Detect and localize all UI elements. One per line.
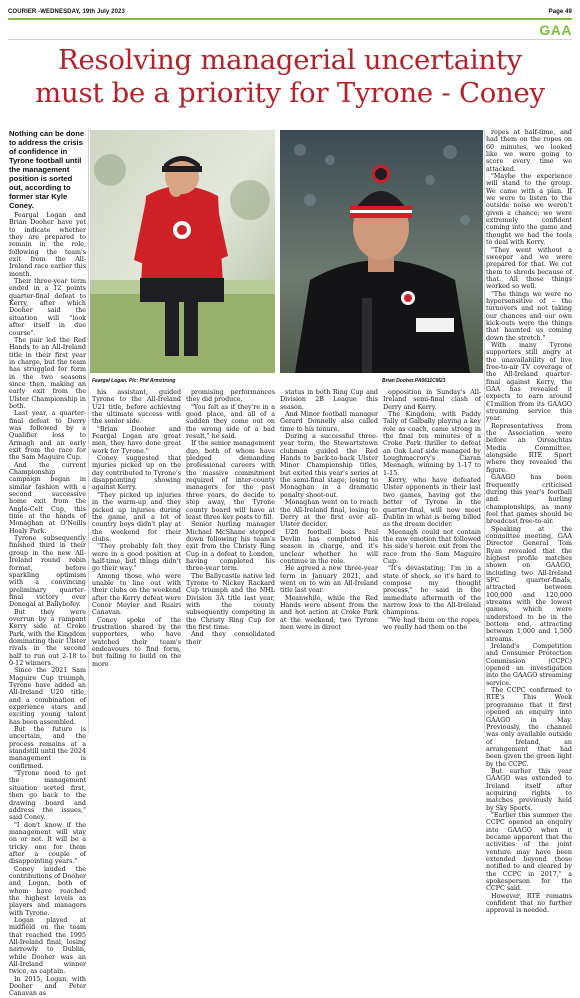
article-paragraph: "It's devastating; I'm in a state of shock, so it's hard to compose my thought process," he said in the immediate aftermath of the narrow loss to the All-Ireland champions. <box>383 565 481 617</box>
article-paragraph: U20 football boss Paul Devlin has completed his season in charge, and it's unclear whether he will continue in the role. <box>280 528 378 565</box>
article-paragraph: GAAGO has been frequently criticised during this year's football and hurling championships, as many feel that games should be broadcast free-to-air. <box>486 474 572 526</box>
caption-brian-dooher: Brian Dooher.PA0611CM23 <box>382 378 446 384</box>
article-paragraph: "They went without a sweeper and we were prepared for that. We cut them to shreds because of that. All those things worked so well. <box>486 246 572 291</box>
article-paragraph: status in both Ring Cup and Division 2B League this season. <box>280 389 378 411</box>
article-paragraph: During a successful three-year term, the Stewartstown clubman guided the Red Hands to back-to-back Ulster Minor Championship titles, but exited this year's series at the semi-final stage, losing to Monaghan in a dramatic penalty shoot-out. <box>280 433 378 499</box>
article-paragraph: "We had them on the ropes, we really had them on the <box>383 616 481 631</box>
article-paragraph: Since the 2021 Sam Maguire Cup triumph, Tyrone have added an All-Ireland U20 title, and a combination of experience stars and exciting young talent has been assembled. <box>9 667 86 726</box>
article-paragraph: Feargal Logan and Brian Dooher have yet to indicate whether they are prepared to remain in the role, following the team's exit from the All-Ireland race earlier this month. <box>9 212 86 278</box>
article-paragraph: Representatives from the Association were before an Oireachtas Media Committee, alongside RTÉ Sport where they revealed the figure. <box>486 422 572 474</box>
article-paragraph: But earlier this year GAAGO was extended to Ireland itself after acquiring rights to matches previously held by Sky Sports. <box>486 767 572 812</box>
article-paragraph: Their three-year term ended in a 12 points quarter-final defeat to Kerry, after which Dooher said the situation will "look after itself in due course". <box>9 278 86 337</box>
column-divider <box>484 129 485 733</box>
headline <box>10 44 570 110</box>
article-paragraph: "Brian Dooher and Feargal Logan are great men, they have done great work for Tyrone." <box>92 425 181 455</box>
article-column-3 <box>186 389 275 733</box>
article-paragraph: Senior hurling manager Michael McShane stepped down following his team's exit from the Christy Ring Cup in a defeat to London, having completed his three-year term. <box>186 521 275 573</box>
page-number: Page 49 <box>548 9 572 15</box>
article-paragraph: Kerry, who have defeated Ulster opponents in their last two games, having got the better of Tyrone in the quarter-final, will now meet Dublin in what is being billed as the dream decider. <box>383 477 481 529</box>
article-column-2 <box>92 389 181 733</box>
article-paragraph: In 2015, Logan, with Dooher and Peter Canavan as <box>9 975 86 998</box>
article-paragraph: opposition in Sunday's All-Ireland semi-final clash of Derry and Kerry. <box>383 389 481 411</box>
article-lead: Nothing can be done to address the crisis of confidence in Tyrone football until the management position is sorted out, according to former star Kyle Coney. <box>9 129 85 210</box>
photo-feargal-logan-image <box>90 130 275 373</box>
article-paragraph: Coney suggested that injuries picked up on the day contributed to Tyrone's disappointing showing against Kerry. <box>92 455 181 492</box>
article-paragraph: The pair led the Red Hands to an All-Ireland title in their first year in charge, but the team has struggled for form in the two seasons since then, making an early exit from the Ulster Championship in both. <box>9 336 86 410</box>
article-paragraph: his assistant, guided Tyrone to the All-Ireland U21 title, before achieving the ultimate success with the senior side. <box>92 389 181 426</box>
article-paragraph: Logan played at midfield on the team that reached the 1995 All-Ireland final, losing narrowly to Dublin, while Dooher was an All-Ireland winner twice, as captain. <box>9 917 86 976</box>
article-paragraph: With many Tyrone supporters still angry at the unavailability of live free-to-air TV coverage of the All-Ireland quarter-final against Kerry, the GAA has revealed it expects to earn around €1million from its GAAGO streaming service this year. <box>486 341 572 423</box>
article-column-1 <box>9 129 86 998</box>
article-paragraph: "Maybe the experience will stand to the group. We came with a plan. If we were to listen to the outside noise we weren't given a chance; we were extremely confident coming into the game and thought we had the tools to deal with Kerry. <box>486 173 572 247</box>
article-paragraph: However, RTÉ remains confident that no further approval is needed. <box>486 892 572 915</box>
article-paragraph: promising performances they did produce. <box>186 389 275 404</box>
article-column-5 <box>383 389 481 733</box>
article-paragraph: The Ballycastle native led Tyrone to Nickey Rackard Cup triumph and the NHL Division 3A title last year, with the county subsequently competing in the Christy Ring Cup for the first time. <box>186 572 275 631</box>
paper-date: COURIER -WEDNESDAY, 19th July 2023 <box>8 9 125 15</box>
article-paragraph: "They picked up injuries in the warm-up and they picked up injuries during the game, and a lot of country boys didn't play at the weekend for their clubs. <box>92 491 181 543</box>
article-column-4 <box>280 389 378 733</box>
photo-brian-dooher-image <box>280 130 483 373</box>
article-paragraph: "Earlier this summer the CCPC opened an enquiry into GAAGO when it became apparent that the activities of the joint venture may have been extended beyond those notified to and cleared by the CCPC in 2017," a spokesperson for the CCPC said. <box>486 811 572 893</box>
photo-brian-dooher <box>280 130 483 373</box>
article-paragraph: And they consolidated their <box>186 631 275 646</box>
article-paragraph: "They probably felt they were in a good position at half-time, but things didn't go their way." <box>92 543 181 573</box>
article-paragraph: Ireland's Competition and Consumer Protection Commission (CCPC) opened an investigation into the GAAGO streaming service. <box>486 643 572 687</box>
article-paragraph: Meanwhile, while the Red Hands were absent from the and hot action at Croke Park at the weekend, two Tyrone men were in direct <box>280 594 378 631</box>
article-paragraph: "I don't know if the management will stay on or not. It will be a tricky one for them after a couple of disappointing years." <box>9 821 86 866</box>
column-divider <box>88 129 89 733</box>
article-paragraph: Last year, a quarter-final defeat to Derry was followed by a Qualifier loss to Armagh and an early exit from the race for the Sam Maguire Cup. <box>9 410 86 462</box>
article-paragraph: The Kingdom, with Paddy Tally of Galbally playing a key role as coach, came strong in the final ten minutes of a Croke Park thriller to defeat an Oak Leaf side managed by Loughmacrory's Ciaran Meenagh, winning by 1-17 to 1-15. <box>383 411 481 477</box>
article-column-6 <box>486 129 572 915</box>
article-paragraph: Coney lauded the contributions of Dooher and Logan, both of whom have reached the highest levels as players and managers with Tyrone. <box>9 865 86 917</box>
article-paragraph: If the senior management duo, both of whom have pledged demanding professional careers with the massive commitment required of inter-county managers for the past three years, do decide to step away, the Tyrone county board will have at least three key posts to fill. <box>186 440 275 521</box>
masthead <box>8 6 572 18</box>
article-paragraph: Among those who were unable to line out with their clubs on the weekend after the Kerry defeat were Conor Meyler and Ruairi Canavan. <box>92 572 181 617</box>
article-paragraph: Tyrone subsequently finished third in their group in the new All-Ireland round robin format, before sparkling optimism with a convincing preliminary quarter-final victory over Donegal at Ballybofey. <box>9 535 86 609</box>
article-paragraph: Speaking at the committee meeting, GAA Director General Tom Ryan revealed that the highest profile matches shown on GAAGO, including two All-Ireland SFC quarter-finals, attracted between 100,000 and 120,000 streams with the lowest games, which were understood to be in the bottom end, attracting between 1,000 and 1,500 streams. <box>486 525 572 643</box>
article-paragraph: And Minor football manager Gerard Donnelly also called time to his tenure. <box>280 411 378 433</box>
caption-feargal-logan: Feargal Logan. Pic: Phil Armstrong <box>92 378 176 384</box>
article-paragraph: ropes at half-time, and had them on the ropes on 60 minutes, we looked like we were going to score every time we attacked. <box>486 129 572 173</box>
article-paragraph: And the current Championship campaign began in similar fashion with a second successive home exit from the Anglo-Celt Cup, this time at the hands of Monaghan at O'Neills Healy Park. <box>9 461 86 535</box>
headline-line-2: must be a priority for Tyrone - Coney <box>35 77 545 109</box>
article-paragraph: "You felt as if they're in a good place, and all of a sudden they come out on the wrong side of a bad result," he said. <box>186 403 275 441</box>
article-paragraph: "Tyrone need to get the management situation sorted first, then go back to the drawing board and address the issues," said Coney. <box>9 770 86 822</box>
article-paragraph: Meenagh could not contain the raw emotion that followed his side's heroic exit from the race from the Sam Maguire Cup. <box>383 528 481 565</box>
photo-feargal-logan <box>90 130 275 373</box>
article-paragraph: Monaghan went on to reach the All-Ireland final, losing to Derry at the first ever all-Ulster decider. <box>280 499 378 529</box>
article-paragraph: The CCPC confirmed to RTÉ's This Week programme that it first opened an enquiry into GAAGO in May. Previously, the channel was only available outside of Ireland, an arrangement that had been given the green light by the CCPC. <box>486 687 572 768</box>
article-paragraph: He agreed a new three-year term in January 2021, and went on to win an All-Ireland title last year. <box>280 565 378 595</box>
article-paragraph: But they were overrun by a rampant Kerry side at Croke Park, with the Kingdom dominating their Ulster rivals in the second half to run out 2-18 to 0-12 winners. <box>9 608 86 667</box>
article-paragraph: But the future is uncertain, and the process remains at a standstill until the 2024 management is confirmed. <box>9 726 86 770</box>
section-tag: GAA <box>539 21 572 38</box>
section-bar <box>8 18 572 40</box>
headline-line-1: Resolving managerial uncertainty <box>58 44 522 76</box>
article-paragraph: "The things we were no hypersensitive of – the turnovers and not taking our chances and our own kick-outs were the things that haunted us coming down the stretch." <box>486 290 572 342</box>
article-paragraph: Coney spoke of the frustration shared by the supporters, who have watched their team's endeavours to find form, but failing to build on the more <box>92 616 181 668</box>
